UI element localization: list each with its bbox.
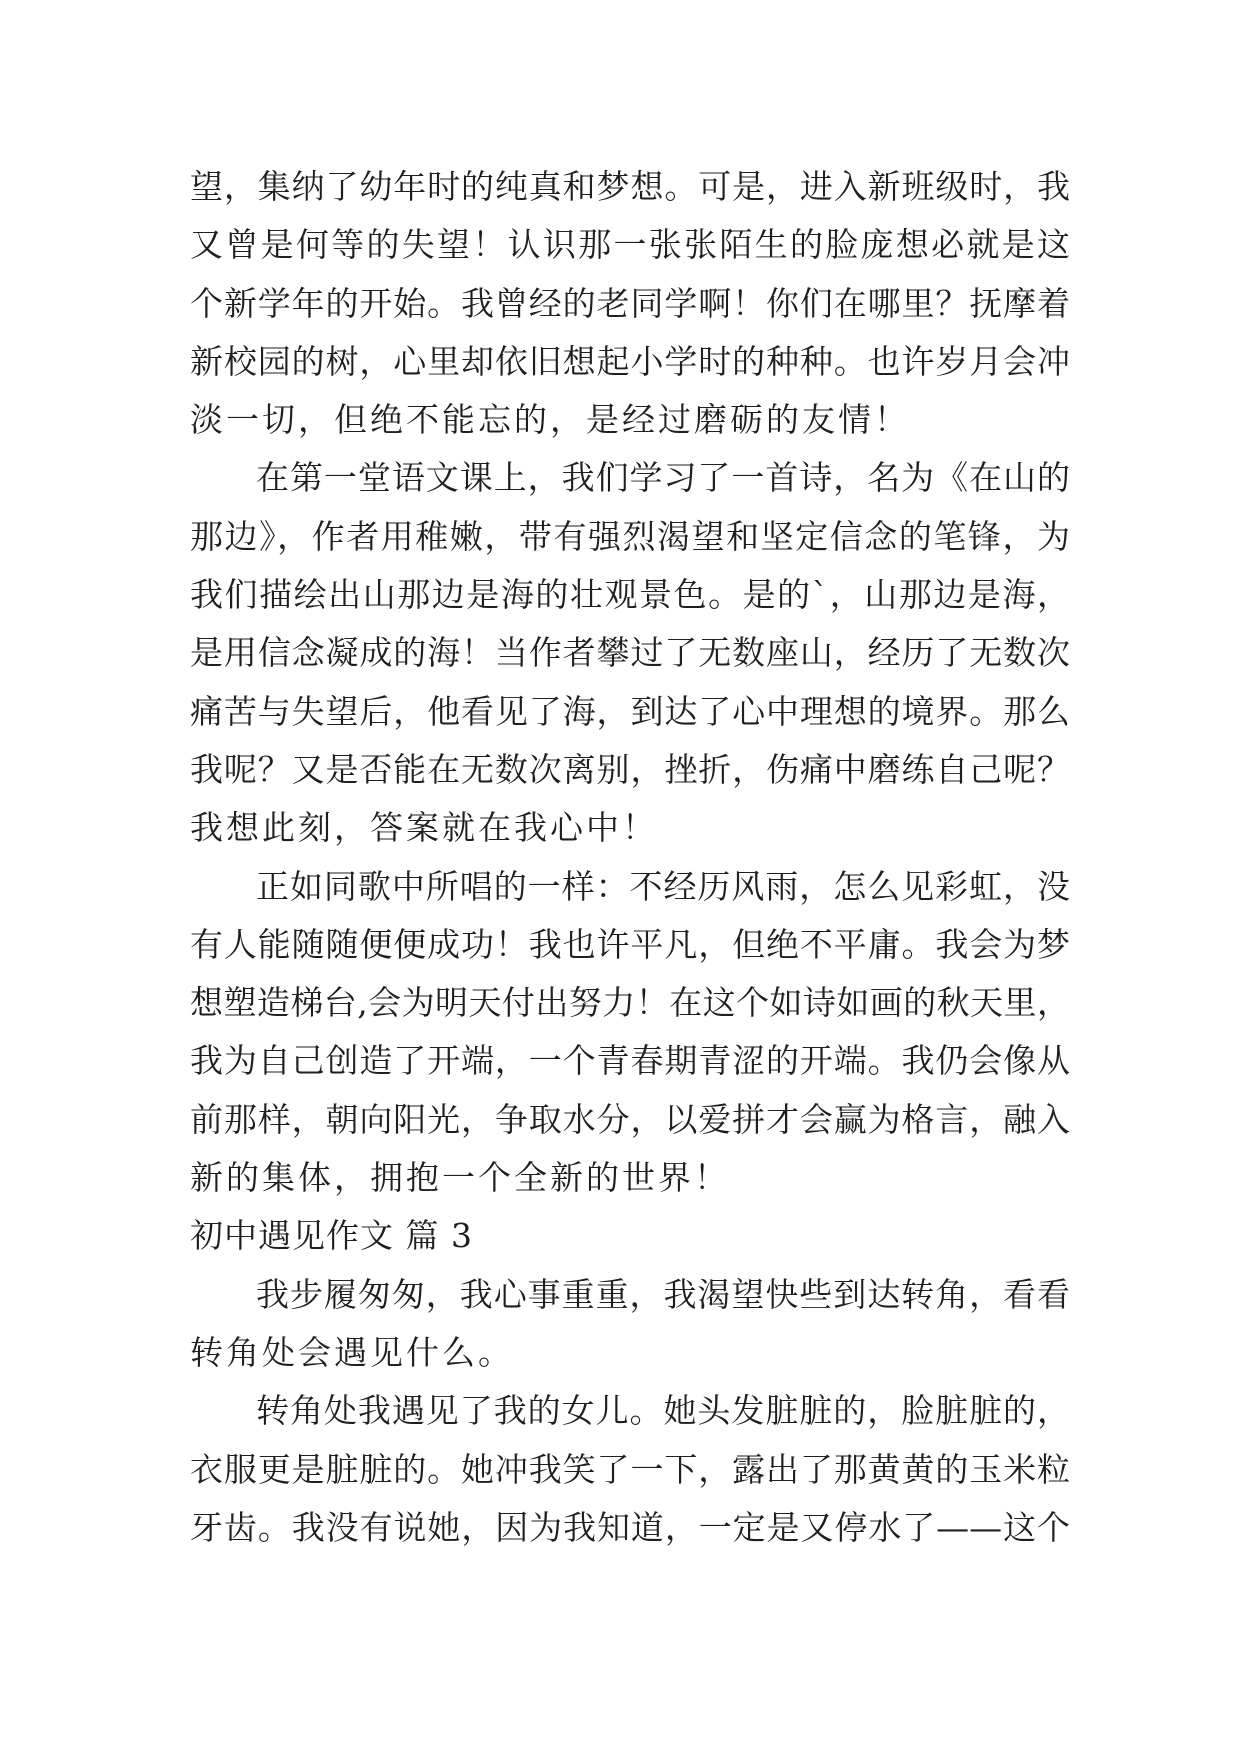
text-line: 又曾是何等的失望！认识那一张张陌生的脸庞想必就是这 [190, 225, 1070, 265]
text-line: 痛苦与失望后，他看见了海，到达了心中理想的境界。那么 [190, 691, 1070, 731]
document-body [190, 158, 1070, 1557]
text-line: 我步履匆匆，我心事重重，我渴望快些到达转角，看看 [256, 1274, 1070, 1314]
text-line: 我们描绘出山那边是海的壮观景色。是的`，山那边是海， [190, 575, 1070, 615]
text-line: 望，集纳了幼年时的纯真和梦想。可是，进入新班级时，我 [190, 167, 1070, 206]
text-line: 新的集体，拥抱一个全新的世界！ [190, 1158, 730, 1198]
text-line: 我为自己创造了开端，一个青春期青涩的开端。我仍会像从 [190, 1041, 1070, 1081]
text-line: 我想此刻，答案就在我心中！ [190, 808, 658, 848]
text-line: 新校园的树，心里却依旧想起小学时的种种。也许岁月会冲 [190, 341, 1070, 381]
text-line: 在第一堂语文课上，我们学习了一首诗，名为《在山的 [256, 458, 1070, 498]
text-line: 那边》，作者用稚嫩，带有强烈渴望和坚定信念的笔锋，为 [190, 516, 1070, 556]
text-line: 衣服更是脏脏的。她冲我笑了一下，露出了那黄黄的玉米粒 [190, 1449, 1070, 1489]
text-line: 转角处会遇见什么。 [190, 1332, 514, 1372]
text-line: 淡一切，但绝不能忘的，是经过磨砺的友情！ [190, 400, 910, 440]
text-line: 前那样，朝向阳光，争取水分，以爱拼才会赢为格言，融入 [190, 1099, 1070, 1139]
text-line: 是用信念凝成的海！当作者攀过了无数座山，经历了无数次 [190, 633, 1070, 673]
text-line: 转角处我遇见了我的女儿。她头发脏脏的，脸脏脏的， [256, 1391, 1070, 1431]
text-line: 想塑造梯台,会为明天付出努力！在这个如诗如画的秋天里， [190, 983, 1070, 1023]
text-line: 牙齿。我没有说她，因为我知道，一定是又停水了——这个 [190, 1507, 1070, 1547]
text-line: 正如同歌中所唱的一样：不经历风雨，怎么见彩虹，没 [256, 866, 1070, 906]
text-line: 有人能随随便便成功！我也许平凡，但绝不平庸。我会为梦 [190, 924, 1070, 964]
text-line: 个新学年的开始。我曾经的老同学啊！你们在哪里？抚摩着 [190, 283, 1070, 323]
section-heading: 初中遇见作文 篇 3 [190, 1216, 473, 1256]
text-line: 我呢？又是否能在无数次离别，挫折，伤痛中磨练自己呢？ [190, 749, 1070, 789]
